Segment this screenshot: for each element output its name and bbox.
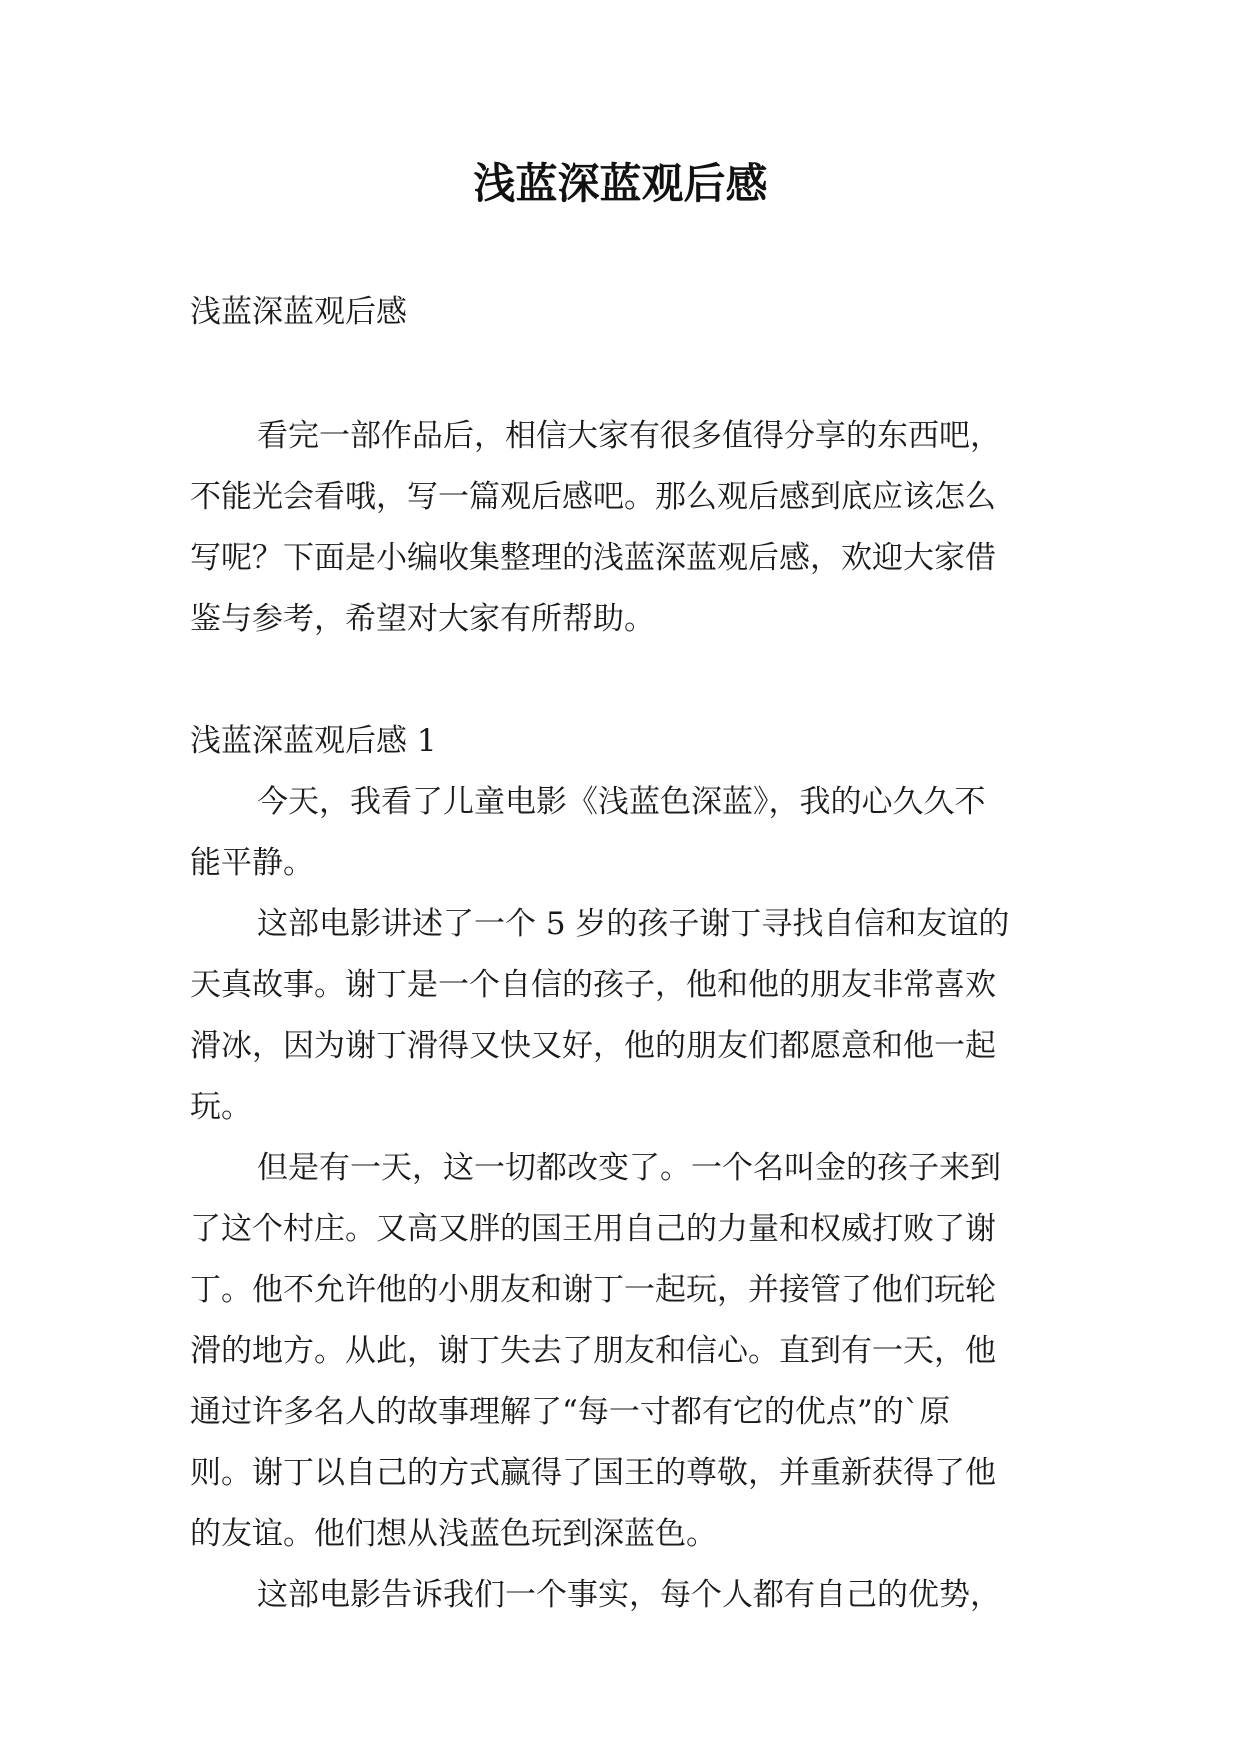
body-line: 滑的地方。从此，谢丁失去了朋友和信心。直到有一天，他 xyxy=(190,1333,996,1369)
body-line: 玩。 xyxy=(190,1089,252,1125)
intro-line: 看完一部作品后，相信大家有很多值得分享的东西吧， xyxy=(257,418,1001,454)
body-line: 这部电影讲述了一个 5 岁的孩子谢丁寻找自信和友谊的 xyxy=(257,906,1010,942)
body-line: 但是有一天，这一切都改变了。一个名叫金的孩子来到 xyxy=(257,1150,1001,1186)
body-line: 的友谊。他们想从浅蓝色玩到深蓝色。 xyxy=(190,1516,717,1552)
body-line: 则。谢丁以自己的方式赢得了国王的尊敬，并重新获得了他 xyxy=(190,1455,996,1491)
document-title: 浅蓝深蓝观后感 xyxy=(473,159,768,208)
document-subtitle: 浅蓝深蓝观后感 xyxy=(190,294,407,330)
intro-line: 写呢？下面是小编收集整理的浅蓝深蓝观后感，欢迎大家借 xyxy=(190,540,996,576)
body-line: 丁。他不允许他的小朋友和谢丁一起玩，并接管了他们玩轮 xyxy=(190,1272,996,1308)
body-line: 这部电影告诉我们一个事实，每个人都有自己的优势， xyxy=(257,1577,1001,1613)
body-line: 了这个村庄。又高又胖的国王用自己的力量和权威打败了谢 xyxy=(190,1211,996,1247)
body-line: 滑冰，因为谢丁滑得又快又好，他的朋友们都愿意和他一起 xyxy=(190,1028,996,1064)
body-line: 今天，我看了儿童电影《浅蓝色深蓝》，我的心久久不 xyxy=(257,784,986,820)
intro-line: 不能光会看哦，写一篇观后感吧。那么观后感到底应该怎么 xyxy=(190,479,996,515)
body-line: 通过许多名人的故事理解了“每一寸都有它的优点”的`原 xyxy=(190,1394,951,1430)
body-line: 天真故事。谢丁是一个自信的孩子，他和他的朋友非常喜欢 xyxy=(190,967,996,1003)
section-heading: 浅蓝深蓝观后感 1 xyxy=(190,723,437,759)
intro-line: 鉴与参考，希望对大家有所帮助。 xyxy=(190,601,655,637)
body-line: 能平静。 xyxy=(190,845,314,881)
